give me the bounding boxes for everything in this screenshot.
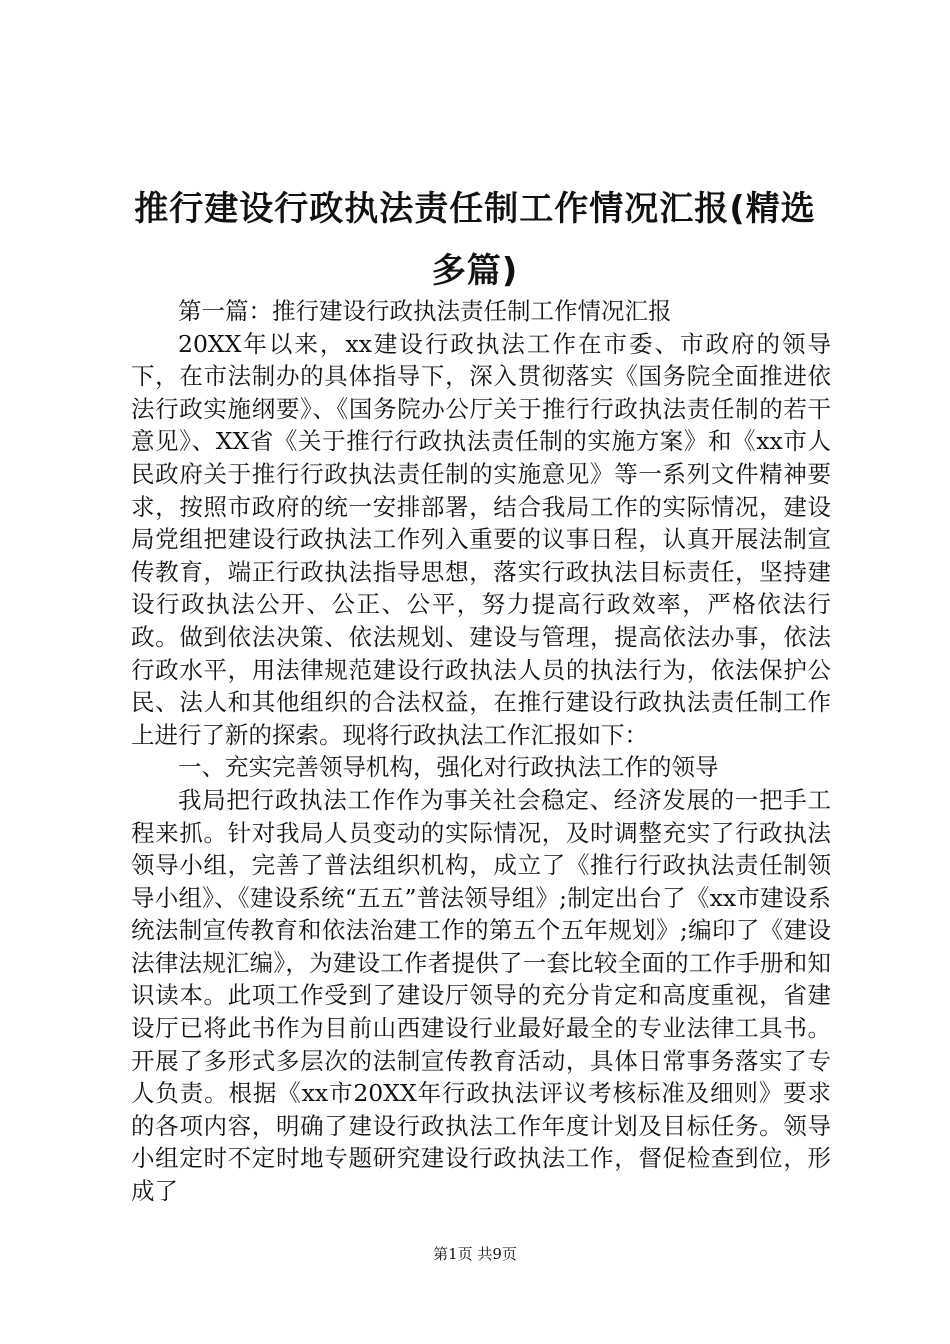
section-heading: 第一篇：推行建设行政执法责任制工作情况汇报 [178, 297, 672, 325]
document-title: 推行建设行政执法责任制工作情况汇报(精选多篇) [134, 189, 816, 291]
page-number-footer: 第1页 共9页 [433, 1245, 517, 1263]
subsection-heading: 一、充实完善领导机构，强化对行政执法工作的领导 [178, 753, 719, 782]
body-paragraph: 我局把行政执法工作作为事关社会稳定、经济发展的一把手工程来抓。针对我局人员变动的实际情况，及时调整充实了行政执法领导小组，完善了普法组织机构，成立了《推行行政执法责任制领导小组》、《建设系统“五五”普法领导组》;制定出台了《xx市建设系统法制宣传教育和依法治建工作的第五个五年规划》;编印了《建设法律法规汇编》，为建设工作者提供了一套比较全面的工作手册和知识读本。此项工作受到了建设厅领导的充分肯定和高度重视，省建设厅已将此书作为目前山西建设行业最好最全的专业法律工具书。开展了多形式多层次的法制宣传教育活动，具体日常事务落实了专人负责。根据《xx市20XX年行政执法评议考核标准及细则》要求的各项内容，明确了建设行政执法工作年度计划及目标任务。领导小组定时不定时地专题研究建设行政执法工作，督促检查到位，形成了 [131, 785, 831, 1206]
document-body [131, 295, 831, 1208]
body-paragraph: 20XX年以来，xx建设行政执法工作在市委、市政府的领导下，在市法制办的具体指导下，深入贯彻落实《国务院全面推进依法行政实施纲要》、《国务院办公厅关于推行行政执法责任制的若干意见》、XX省《关于推行行政执法责任制的实施方案》和《xx市人民政府关于推行行政执法责任制的实施意见》等一系列文件精神要求，按照市政府的统一安排部署，结合我局工作的实际情况，建设局党组把建设行政执法工作列入重要的议事日程，认真开展法制宣传教育，端正行政执法指导思想，落实行政执法目标责任，坚持建设行政执法公开、公正、公平，努力提高行政效率，严格依法行政。做到依法决策、依法规划、建设与管理，提高依法办事，依法行政水平，用法律规范建设行政执法人员的执法行为，依法保护公民、法人和其他组织的合法权益，在推行建设行政执法责任制工作上进行了新的探索。现将行政执法工作汇报如下： [131, 329, 831, 749]
